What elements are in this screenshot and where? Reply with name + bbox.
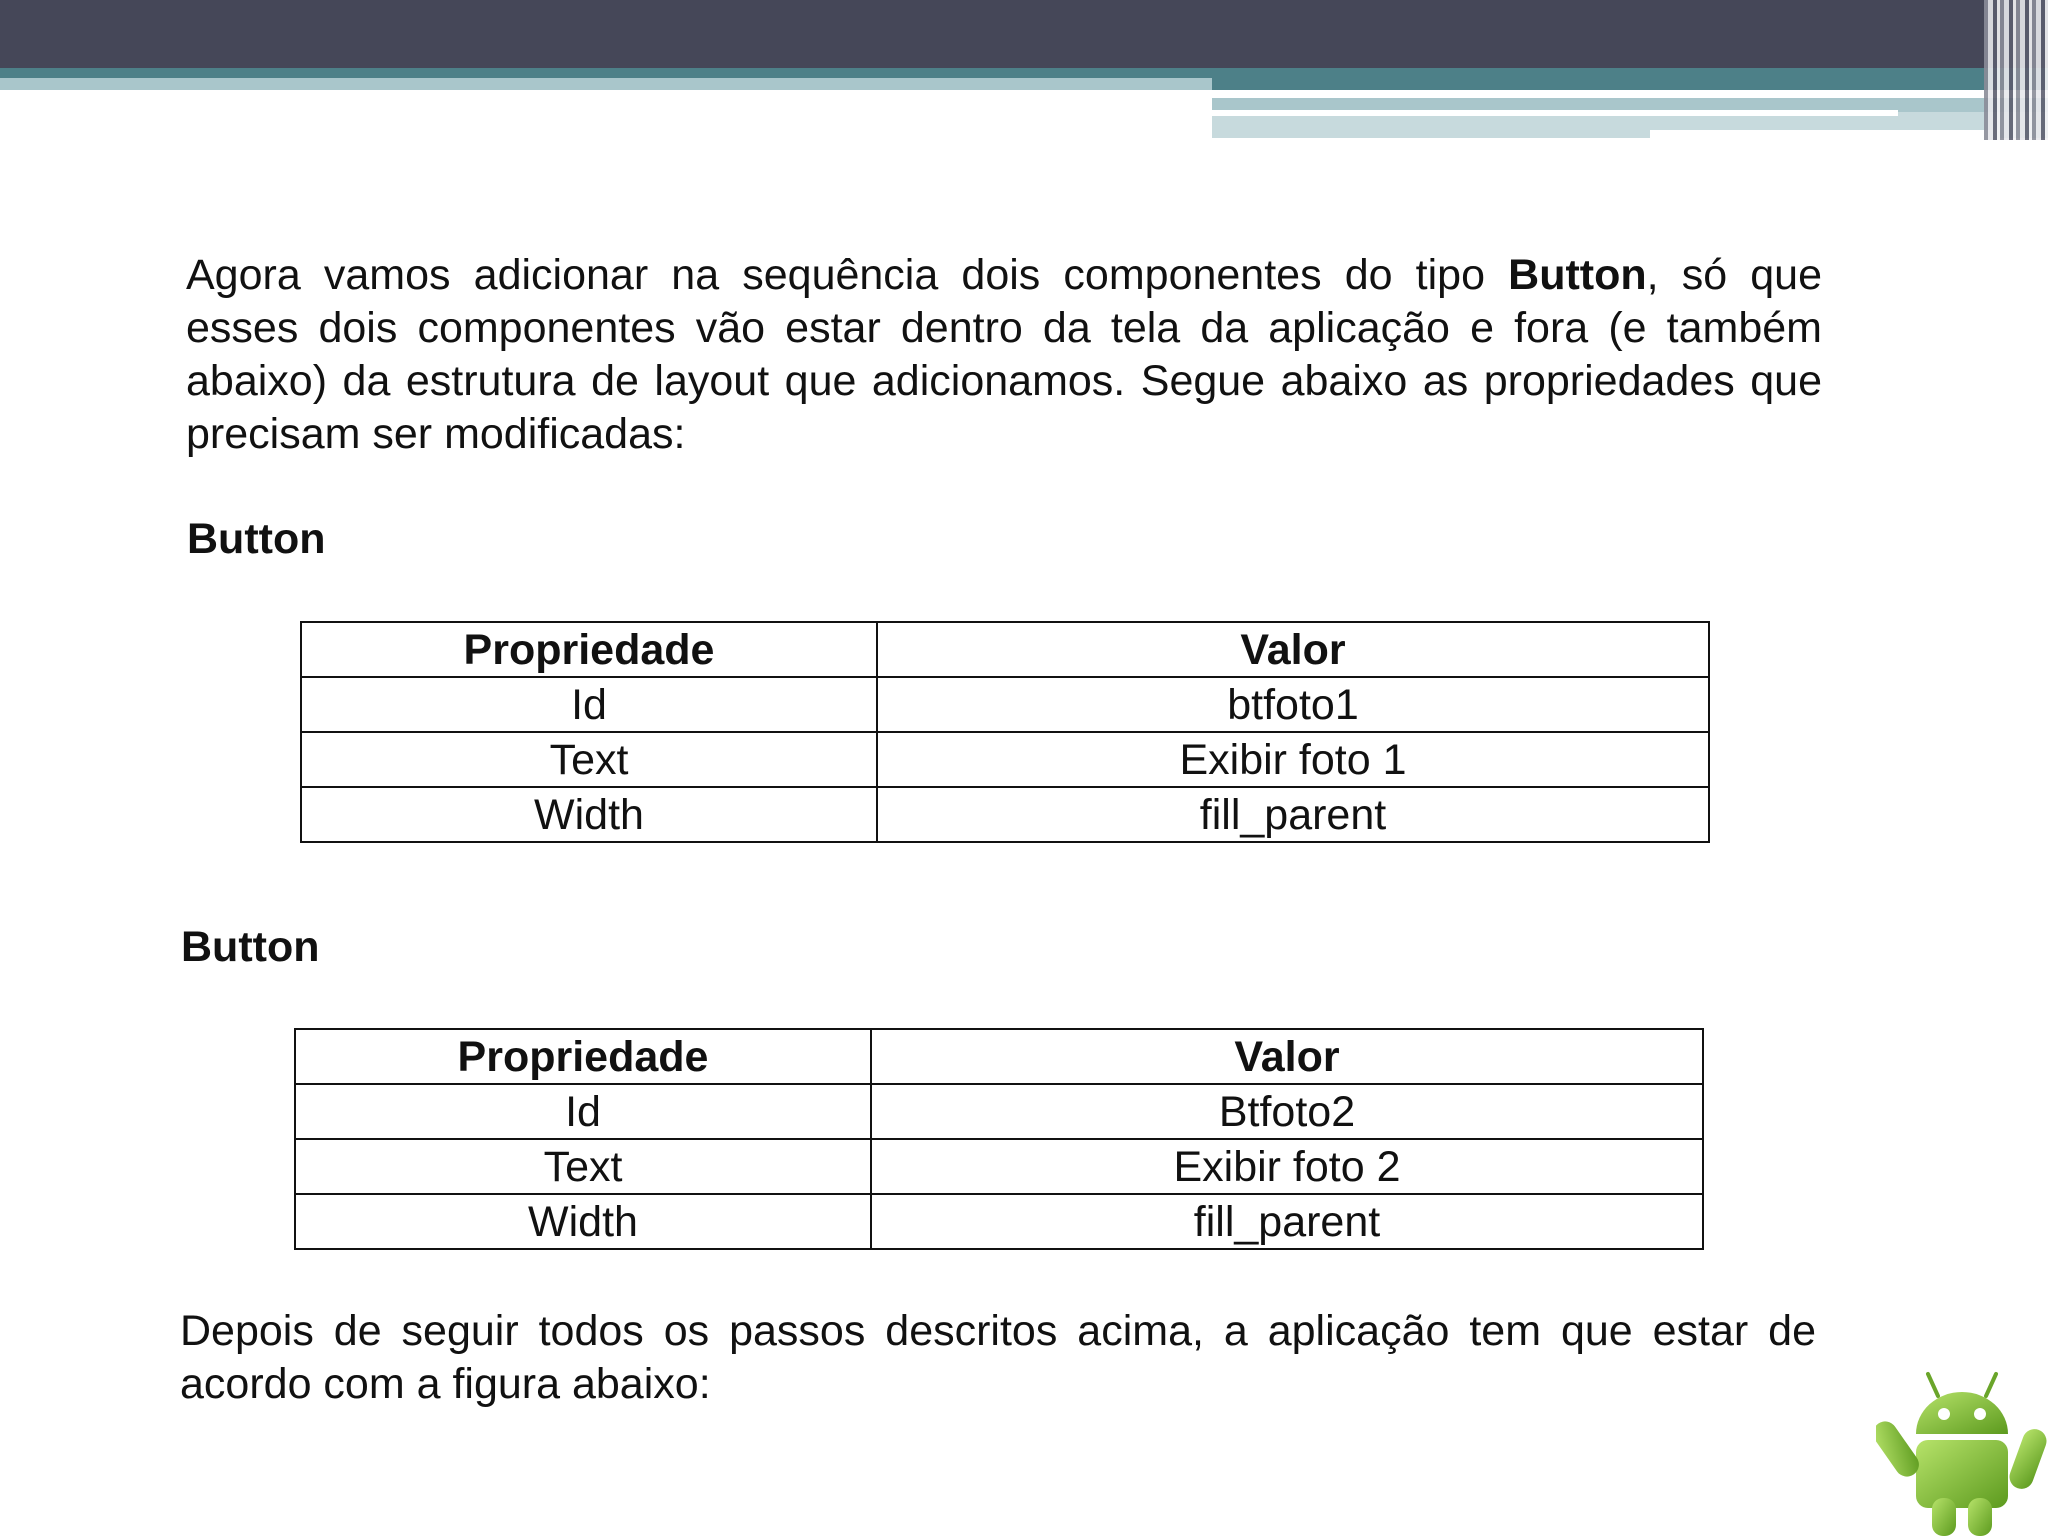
closing-paragraph: Depois de seguir todos os passos descritos acima, a aplicação tem que estar de acordo com a figura abaixo:: [180, 1307, 1816, 1408]
table-header-row: [295, 1029, 1703, 1084]
table-row: [301, 787, 1709, 842]
column-header-property: Propriedade: [301, 622, 877, 677]
header-band-notch: [1650, 130, 2000, 140]
header-band-left: [0, 68, 1212, 90]
table-row: [301, 677, 1709, 732]
column-header-value: Valor: [871, 1029, 1703, 1084]
header-band-right: [1212, 68, 2048, 138]
header-stripes: [1984, 0, 2048, 140]
header-bar: [0, 0, 2048, 68]
property-cell: Width: [301, 787, 877, 842]
intro-paragraph: [186, 249, 1822, 461]
table-row: [295, 1139, 1703, 1194]
section-heading-button-2: Button: [181, 923, 320, 971]
property-cell: Width: [295, 1194, 871, 1249]
column-header-property: Propriedade: [295, 1029, 871, 1084]
properties-table-2: [294, 1028, 1704, 1250]
value-cell: btfoto1: [877, 677, 1709, 732]
intro-bold-term: Button: [1508, 251, 1647, 299]
property-cell: Id: [295, 1084, 871, 1139]
property-cell: Text: [301, 732, 877, 787]
table-row: [301, 732, 1709, 787]
value-cell: Exibir foto 1: [877, 732, 1709, 787]
section-heading-button-1: Button: [187, 515, 326, 563]
intro-text-end: , só que esses dois componentes vão estar dentro da tela da aplicação e fora (e também abaixo) da estrutura de layout que adicionamos. Segue abaixo as propriedades que precisam ser modificadas:: [186, 251, 1823, 458]
value-cell: fill_parent: [877, 787, 1709, 842]
table-row: [295, 1194, 1703, 1249]
property-cell: Text: [295, 1139, 871, 1194]
android-robot-icon: [1876, 1368, 2048, 1536]
value-cell: fill_parent: [871, 1194, 1703, 1249]
value-cell: Btfoto2: [871, 1084, 1703, 1139]
properties-table-1: [300, 621, 1710, 843]
intro-text-start: Agora vamos adicionar na sequência dois componentes do tipo: [186, 251, 1509, 299]
property-cell: Id: [301, 677, 877, 732]
table-header-row: [301, 622, 1709, 677]
header-band-divider: [1212, 110, 1898, 116]
column-header-value: Valor: [877, 622, 1709, 677]
table-row: [295, 1084, 1703, 1139]
value-cell: Exibir foto 2: [871, 1139, 1703, 1194]
